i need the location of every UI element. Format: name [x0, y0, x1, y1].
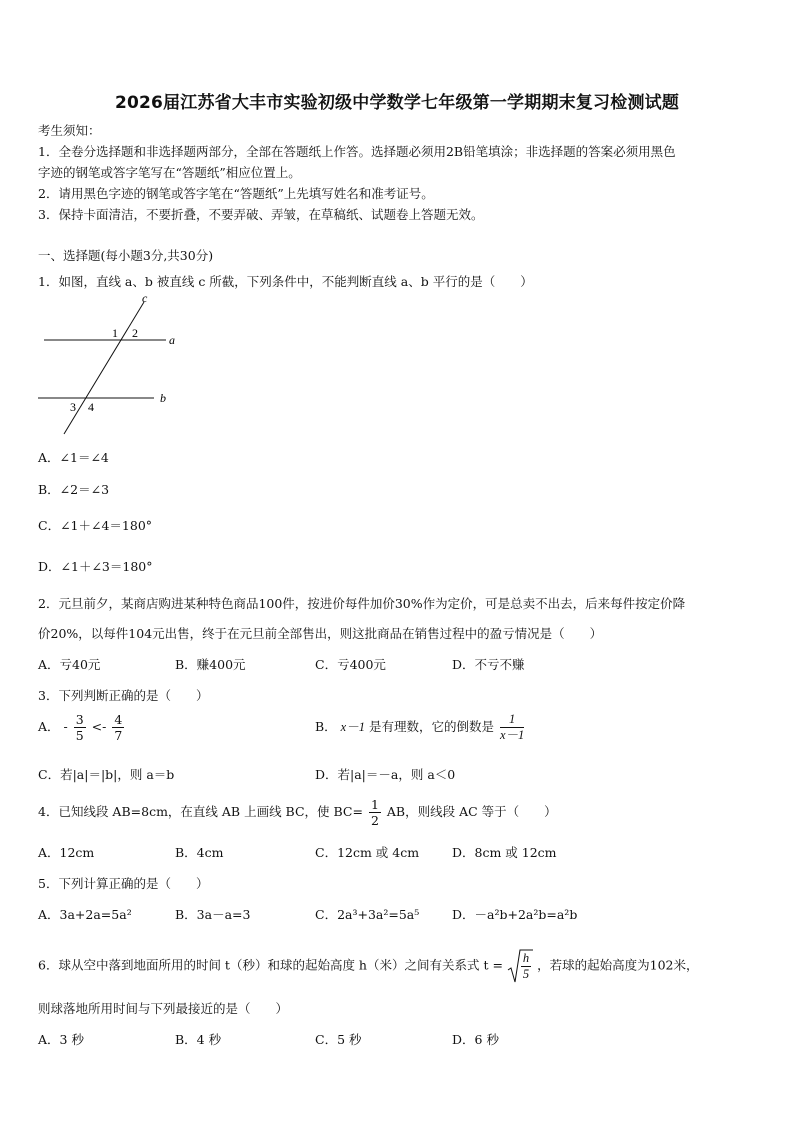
question-4-option-a: A．12cm [38, 845, 95, 860]
minus-sign: - [63, 719, 68, 734]
fraction-h-5 [521, 951, 531, 982]
question-5-stem: 5．下列计算正确的是（ ） [38, 876, 209, 891]
question-6-stem-line2: 则球落地所用时间与下列最接近的是（ ） [38, 1001, 289, 1016]
question-1-stem: 1．如图，直线 a、b 被直线 c 所截，下列条件中，不能判断直线 a、b 平行的是（ ） [38, 274, 533, 289]
denominator: 5 [75, 728, 84, 743]
label-a: a [169, 333, 175, 347]
question-2-option-d: D．不亏不赚 [452, 657, 525, 672]
option-b-label: B． [315, 719, 337, 734]
question-5-option-a: A．3a+2a=5a² [38, 907, 132, 922]
question-5-option-c: C．2a³+3a²=5a⁵ [315, 907, 420, 922]
question-2-option-b: B．赚400元 [175, 657, 246, 672]
question-3-option-d: D．若|a|＝－a，则 a＜0 [315, 767, 456, 782]
notice-item-1: 1．全卷分选择题和非选择题两部分，全部在答题纸上作答。选择题必须用2B铅笔填涂；非选择题的答案必须用黑色 [38, 144, 676, 159]
numerator: 1 [370, 797, 379, 812]
reciprocal-fraction [500, 712, 524, 743]
question-1-option-a: A．∠1＝∠4 [38, 450, 109, 465]
numerator: h [522, 950, 530, 965]
stem-pre: 4．已知线段 AB=8cm，在直线 AB 上画线 BC，使 BC= [38, 804, 363, 819]
numerator: 3 [75, 712, 84, 727]
question-3-stem: 3．下列判断正确的是（ ） [38, 688, 209, 703]
angle-3-label: 3 [70, 400, 76, 414]
question-6-option-d: D．6 秒 [452, 1032, 499, 1047]
fraction-3-5 [74, 712, 86, 743]
question-3-option-c: C．若|a|＝|b|，则 a＝b [38, 767, 175, 782]
question-2-stem-line1: 2．元旦前夕，某商店购进某种特色商品100件，按进价每件加价30%作为定价，可是总卖不出去，后来每件按定价降 [38, 596, 686, 611]
question-4-option-b: B．4cm [175, 845, 224, 860]
question-1-option-d: D．∠1＋∠3＝180° [38, 559, 153, 574]
option-b-text: 是有理数，它的倒数是 [368, 719, 494, 734]
denominator: x－1 [499, 728, 525, 742]
question-5-option-b: B．3a－a=3 [175, 907, 251, 922]
question-1-option-c: C．∠1＋∠4＝180° [38, 518, 153, 533]
angle-2-label: 2 [132, 326, 138, 340]
question-6-option-c: C．5 秒 [315, 1032, 362, 1047]
question-4-option-d: D．8cm 或 12cm [452, 845, 557, 860]
notice-item-3: 3．保持卡面清洁，不要折叠，不要弄破、弄皱，在草稿纸、试题卷上答题无效。 [38, 207, 484, 222]
angle-1-label: 1 [112, 326, 118, 340]
question-3-option-b [315, 712, 526, 743]
fraction-4-7 [112, 712, 124, 743]
denominator: 7 [114, 728, 123, 743]
label-b: b [160, 391, 166, 405]
question-4-option-c: C．12cm 或 4cm [315, 845, 420, 860]
fraction-1-2 [369, 797, 381, 828]
notice-item-2: 2．请用黑色字迹的钢笔或答字笔在“答题纸”上先填写姓名和准考证号。 [38, 186, 434, 201]
notice-heading: 考生须知： [38, 123, 101, 138]
stem-post: ，若球的起始高度为102米， [537, 957, 699, 973]
page-title: 2026届江苏省大丰市实验初级中学数学七年级第一学期期末复习检测试题 [114, 93, 680, 113]
stem-pre: 6．球从空中落到地面所用的时间 t（秒）和球的起始高度 h（米）之间有关系式 t = [38, 957, 503, 973]
question-6-option-b: B．4 秒 [175, 1032, 222, 1047]
notice-item-1-cont: 字迹的钢笔或答字笔写在“答题纸”相应位置上。 [38, 165, 301, 180]
question-6-stem-line1 [38, 948, 699, 984]
angle-4-label: 4 [88, 400, 94, 414]
line-c [64, 302, 144, 434]
relation: <- [91, 719, 107, 734]
stem-post: AB，则线段 AC 等于（ ） [386, 804, 557, 819]
label-c: c [142, 291, 148, 305]
parallel-lines-figure [34, 290, 194, 440]
section-heading: 一、选择题(每小题3分,共30分) [38, 248, 214, 263]
numerator: 1 [500, 712, 524, 728]
square-root [507, 948, 533, 984]
question-6-option-a: A．3 秒 [38, 1032, 84, 1047]
question-3-option-a [38, 712, 126, 743]
denominator: 5 [522, 966, 530, 981]
denominator: 2 [370, 813, 379, 828]
question-2-option-a: A．亏40元 [38, 657, 101, 672]
option-a-label: A． [38, 719, 60, 734]
question-5-option-d: D．－a²b+2a²b=a²b [452, 907, 578, 922]
question-2-stem-line2: 价20%，以每件104元出售，终于在元旦前全部售出，则这批商品在销售过程中的盈亏情况是（ ） [38, 626, 603, 641]
question-1-option-b: B．∠2＝∠3 [38, 482, 110, 497]
question-2-option-c: C．亏400元 [315, 657, 386, 672]
question-4-stem [38, 797, 557, 828]
expression: x－1 [340, 720, 365, 734]
numerator: 4 [114, 712, 123, 727]
